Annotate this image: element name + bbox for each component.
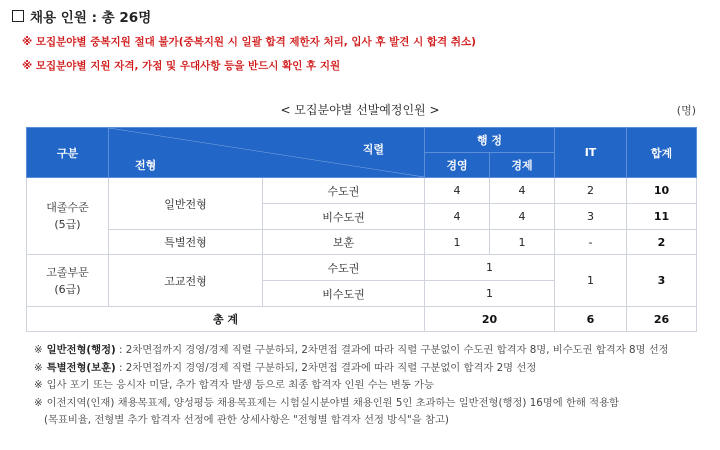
cell-total: 11 [627,204,697,230]
header-jeonhyeong: 전형 [135,159,157,172]
note-item: ※ 일반전형(행정) : 2차면접까지 경영/경제 직렬 구분하되, 2차면접 결과에 따라 직렬 구분없이 수도권 합격자 8명, 비수도권 합격자 8명 선정 [34,344,669,356]
header-gyeongje: 경제 [490,153,555,178]
note-item: ※ 이전지역(인재) 채용목표제, 양성평등 채용목표제는 시험실시분야별 채용인원 5인 초과하는 일반전형(행정) 16명에 한해 적용함 [34,396,619,409]
cell-value: 1 [425,255,555,281]
special-type: 특별전형 [109,230,263,255]
general-type: 일반전형 [109,178,263,230]
note-bold: 일반전형(행정) [46,344,116,356]
table-row [27,178,697,204]
note-bold: 특별전형(보훈) [46,361,116,374]
warning-qualification: ※ 모집분야별 지원 자격, 가점 및 우대사항 등을 반드시 확인 후 지원 [22,60,341,72]
cell-total: 10 [627,178,697,204]
cell-total: 3 [627,255,697,307]
note-text: : 2차면접까지 경영/경제 직렬 구분하되, 2차면접 결과에 따라 직렬 구분없이 합격자 2명 선정 [115,361,537,374]
total-haengjeong: 20 [425,307,555,332]
cell-value: 4 [490,178,555,204]
total-it: 6 [555,307,627,332]
header-gyeongyeong: 경영 [425,153,490,178]
cell-total: 2 [627,230,697,255]
header-jikryeol: 직렬 [362,143,384,156]
note-item: ※ 입사 포기 또는 응시자 미달, 추가 합격자 발생 등으로 최종 합격자 인원 수는 변동 가능 [34,379,434,391]
cell-value: 4 [490,204,555,230]
note-text: : 2차면접까지 경영/경제 직렬 구분하되, 2차면접 결과에 따라 직렬 구분없이 수도권 합격자 8명, 비수도권 합격자 8명 선정 [115,344,669,356]
cell-value: 1 [490,230,555,255]
note-item: ※ 특별전형(보훈) : 2차면접까지 경영/경제 직렬 구분하되, 2차면접 결과에 따라 직렬 구분없이 합격자 2명 선정 [34,361,537,374]
square-checkbox-icon [12,10,24,22]
table-title: < 모집분야별 선발예정인원 > [280,103,440,117]
cell-value: 1 [425,230,490,255]
header-jeonhyeong-jikryeol [109,128,425,178]
header-haengjeong: 행 정 [425,128,555,153]
warning-duplicate: ※ 모집분야별 중복지원 절대 불가(중복지원 시 일괄 합격 제한자 처리, 입사 후 발견 시 합격 취소) [22,36,476,48]
gojol-grade: (6급) [54,282,81,296]
gojol-label: 고졸부문 [46,265,89,279]
header-it: IT [555,128,627,178]
table-row [27,255,697,281]
cell-value: 2 [555,178,627,204]
cell-value: 4 [425,204,490,230]
note-text: 이전지역(인재) 채용목표제, 양성평등 채용목표제는 시험실시분야별 채용인원 5인 초과하는 일반전형(행정) 16명에 한해 적용함 [46,396,619,409]
heading-text: 채용 인원 : 총 26명 [30,10,152,26]
recruitment-table [26,127,697,332]
region-bohun: 보훈 [263,230,425,255]
table-row [27,230,697,255]
total-label: 총 계 [27,307,425,332]
header-gubun: 구분 [27,128,109,178]
category-daejol [27,178,109,255]
category-gojol [27,255,109,307]
note-text: 입사 포기 또는 응시자 미달, 추가 합격자 발생 등으로 최종 합격자 인원 수는 변동 가능 [46,379,434,391]
cell-value: 1 [425,281,555,307]
daejol-label: 대졸수준 [46,201,89,214]
cell-value: 3 [555,204,627,230]
region-sudo: 수도권 [263,255,425,281]
cell-value: - [555,230,627,255]
cell-value: 4 [425,178,490,204]
note-continuation: (목표비율, 전형별 추가 합격자 선정에 관한 상세사항은 "전형별 합격자 선정 방식"을 참고) [44,414,449,426]
region-sudo: 수도권 [263,178,425,204]
page-heading [12,6,151,26]
region-bisudo: 비수도권 [263,281,425,307]
notes-list [34,342,669,430]
header-total: 합계 [627,128,697,178]
total-row [27,307,697,332]
total-sum: 26 [627,307,697,332]
daejol-grade: (5급) [54,218,81,231]
cell-value-it: 1 [555,255,627,307]
region-bisudo: 비수도권 [263,204,425,230]
gogyo-type: 고교전형 [109,255,263,307]
unit-label: (명) [676,104,696,117]
